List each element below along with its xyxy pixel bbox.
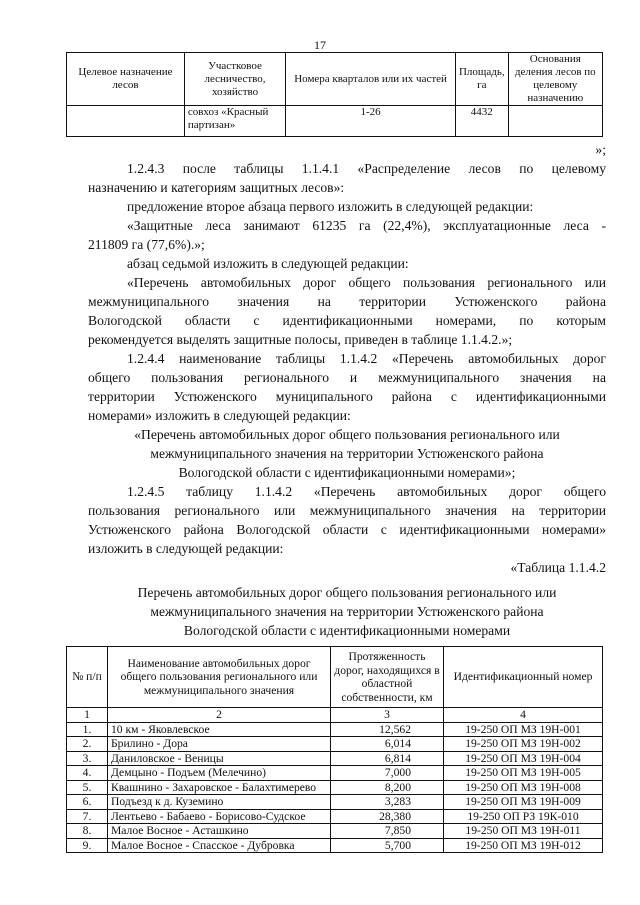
paragraph-line: Устюженского района Вологодской области с идентификационными номерами»: [88, 522, 606, 537]
table-reference: «Таблица 1.1.4.2: [510, 560, 606, 575]
quoted-title-line: «Перечень автомобильных дорог общего пользования регионального или: [134, 427, 560, 442]
road-name: Демцыно - Подъем (Мелечино): [108, 766, 331, 781]
paragraph-line: рекомендуется выделять защитные полосы, приведен в таблице 1.1.4.2.»;: [88, 332, 513, 347]
road-name: Малое Восное - Спасское - Дубровка: [108, 838, 331, 853]
road-length: 7,000: [331, 766, 444, 781]
road-length: 7,850: [331, 824, 444, 839]
header-cell: Наименование автомобильных дорог общего пользования регионального или межмуниципального значения: [108, 647, 331, 708]
column-number: 3: [331, 708, 444, 723]
table-cell: [508, 106, 602, 137]
table-title-line: Перечень автомобильных дорог общего пользования регионального или: [137, 585, 557, 600]
paragraph-line: Вологодской области с идентификационными номерами, по которым: [88, 313, 606, 328]
road-length: 6,014: [331, 737, 444, 752]
table-cell: [67, 106, 185, 137]
paragraph-line: 1.2.4.5 таблицу 1.1.4.2 «Перечень автомобильных дорог общего: [127, 484, 606, 499]
paragraph-line: межмуниципального значения на территории Устюженского района: [88, 294, 606, 309]
paragraph-line: «Защитные леса занимают 61235 га (22,4%), эксплуатационные леса -: [127, 218, 606, 233]
table-cell: 1-26: [286, 106, 456, 137]
roads-table: [66, 646, 603, 853]
table-row: [67, 838, 603, 853]
table-row: [67, 106, 603, 137]
paragraph-line: пользования регионального или межмуниципального значения на территории: [88, 503, 606, 518]
column-number: 1: [67, 708, 108, 723]
table-header-row: [67, 53, 603, 106]
column-number: 2: [108, 708, 331, 723]
paragraph-line: номерами» изложить в следующей редакции:: [88, 408, 351, 423]
paragraph-line: территории Устюженского муниципального района с идентификационными: [88, 389, 606, 404]
row-number: 6.: [67, 795, 108, 810]
paragraph-line: назначению и категориям защитных лесов»:: [88, 180, 345, 195]
road-name: Лентьево - Бабаево - Борисово-Судское: [108, 809, 331, 824]
quoted-title-line: межмуниципального значения на территории Устюженского района: [150, 446, 544, 461]
road-length: 5,700: [331, 838, 444, 853]
paragraph-line: абзац седьмой изложить в следующей редакции:: [127, 256, 409, 271]
road-name: Подъезд к д. Куземино: [108, 795, 331, 810]
table-row: [67, 737, 603, 752]
table-cell: 4432: [455, 106, 508, 137]
header-cell: Идентификационный номер: [444, 647, 603, 708]
header-cell: Номера кварталов или их частей: [286, 53, 456, 106]
paragraph-line: «Перечень автомобильных дорог общего пользования регионального или: [127, 275, 606, 290]
table-row: [67, 795, 603, 810]
row-number: 9.: [67, 838, 108, 853]
road-name: Брилино - Дора: [108, 737, 331, 752]
table-row: [67, 722, 603, 737]
road-id: 19-250 ОП МЗ 19Н-011: [444, 824, 603, 839]
paragraph-line: изложить в следующей редакции:: [88, 541, 284, 556]
table-title-line: межмуниципального значения на территории Устюженского района: [150, 604, 544, 619]
table-row: [67, 809, 603, 824]
table-title-line: Вологодской области с идентификационными номерами: [183, 623, 511, 638]
header-cell: Участковое лесничество, хозяйство: [184, 53, 285, 106]
header-cell: Целевое назначение лесов: [67, 53, 185, 106]
table-cell: совхоз «Красный партизан»: [184, 106, 285, 137]
road-length: 8,200: [331, 780, 444, 795]
table-row: [67, 766, 603, 781]
road-name: Малое Восное - Асташкино: [108, 824, 331, 839]
road-id: 19-250 ОП МЗ 19Н-008: [444, 780, 603, 795]
road-id: 19-250 ОП МЗ 19Н-004: [444, 751, 603, 766]
road-id: 19-250 ОП МЗ 19Н-002: [444, 737, 603, 752]
road-length: 12,562: [331, 722, 444, 737]
table-row: [67, 824, 603, 839]
paragraph-line: 1.2.4.3 после таблицы 1.1.4.1 «Распределение лесов по целевому: [127, 161, 606, 176]
page-number: 17: [314, 38, 326, 52]
header-cell: Площадь, га: [455, 53, 508, 106]
paragraph-line: предложение второе абзаца первого изложить в следующей редакции:: [127, 199, 534, 214]
header-cell: Основания деления лесов по целевому назначению: [508, 53, 602, 106]
row-number: 8.: [67, 824, 108, 839]
closing-quote: »;: [595, 142, 606, 157]
road-id: 19-250 ОП МЗ 19Н-009: [444, 795, 603, 810]
road-length: 6,814: [331, 751, 444, 766]
roads-table-body: [67, 722, 603, 853]
paragraph-line: 1.2.4.4 наименование таблицы 1.1.4.2 «Перечень автомобильных дорог: [127, 351, 606, 366]
table-row: [67, 751, 603, 766]
road-id: 19-250 ОП МЗ 19Н-012: [444, 838, 603, 853]
road-length: 3,283: [331, 795, 444, 810]
road-name: 10 км - Яковлевское: [108, 722, 331, 737]
header-cell: Протяженность дорог, находящихся в областной собственности, км: [331, 647, 444, 708]
forest-purpose-table: [66, 52, 603, 137]
row-number: 4.: [67, 766, 108, 781]
road-name: Даниловское - Веницы: [108, 751, 331, 766]
column-number-row: [67, 708, 603, 723]
road-id: 19-250 ОП МЗ 19Н-001: [444, 722, 603, 737]
row-number: 1.: [67, 722, 108, 737]
quoted-title-line: Вологодской области с идентификационными номерами»;: [178, 465, 516, 480]
paragraph-line: 211809 га (77,6%).»;: [88, 237, 205, 252]
paragraph-line: общего пользования регионального и межмуниципального значения на: [88, 370, 606, 385]
table-header-row: [67, 647, 603, 708]
table-row: [67, 780, 603, 795]
row-number: 7.: [67, 809, 108, 824]
header-cell: № п/п: [67, 647, 108, 708]
column-number: 4: [444, 708, 603, 723]
road-id: 19-250 ОП МЗ 19Н-005: [444, 766, 603, 781]
row-number: 2.: [67, 737, 108, 752]
road-name: Квашнино - Захаровское - Балахтимерево: [108, 780, 331, 795]
road-length: 28,380: [331, 809, 444, 824]
road-id: 19-250 ОП РЗ 19К-010: [444, 809, 603, 824]
row-number: 5.: [67, 780, 108, 795]
row-number: 3.: [67, 751, 108, 766]
